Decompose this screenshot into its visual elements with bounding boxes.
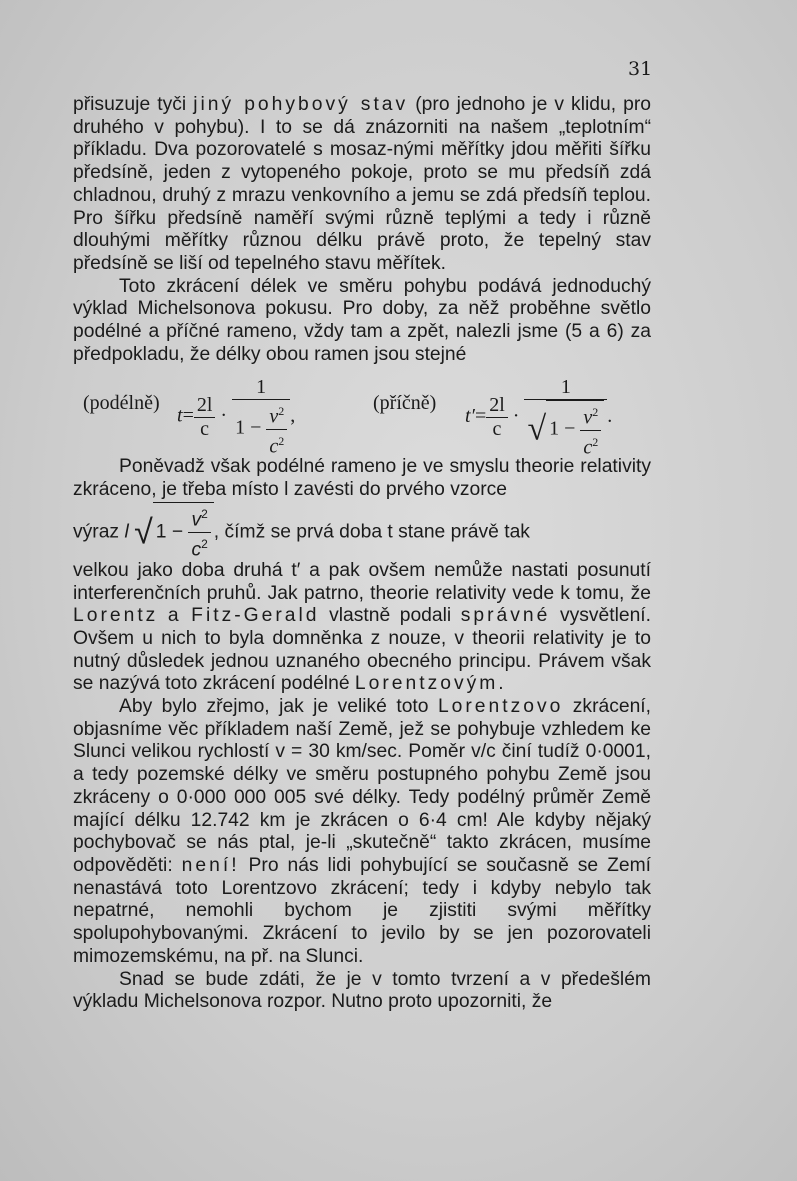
fraction-v2-c2: [188, 503, 210, 562]
equation-left: t= $\frac{2l}{c}$ · 1 1 − $\frac{v^2}{c^2}$ ,: [177, 376, 296, 458]
one-minus: 1 −: [235, 416, 262, 439]
denominator: c: [492, 418, 502, 441]
text-span: (pro jednoho je v klidu, pro druhého v pohybu). I to se dá znázorniti na našem „teplotním“ příkladu. Dva pozorovatelé s mosaz-nými měřítky jdou měřiti šířku předsíně, jeden z vytopeného pokoje, proto se mu předsíň zdá chladnou, druhý z mrazu venkovního a jemu se zdá předsíň teplou. Pro šířku předsíně naměří svými různě teplými a tedy i různě dlouhými měřítky různou délku právě proto, že tepelný stav předsíně se liší od tepelného stavu měřítek.: [73, 94, 651, 274]
fraction-gamma: [232, 376, 290, 457]
spaced-emphasis: není!: [181, 854, 240, 876]
body-text: [73, 94, 651, 1014]
exponent: 2: [201, 506, 208, 521]
text-span: zkrácení, objasníme věc příkladem naší Země, jež se pohybuje vzhledem ke Slunci velikou rychlostí v = 30 km/sec. Poměr v/c činí tudíž 0·0001, a tedy pozemské délky ve směru postupného pohybu Země jsou zkráceny o 0·000 000 005 své délky. Tedy podélný průměr Země mající délku 12.742 km je zkrácen o 6·4 cm! Ale kdyby nějaký pochybovač se nás ptal, je-li „skutečně“ takto zkrácen, musíme odpověděti:: [73, 696, 652, 876]
spaced-emphasis: a: [167, 605, 182, 627]
numerator: 1: [524, 376, 607, 400]
spaced-emphasis: Lorentzovo: [437, 696, 564, 718]
one-minus: 1 −: [155, 521, 184, 543]
text-span: velkou jako doba druhá t′ a pak ovšem nemůže nastati posunutí interferenčních pruhů. Jak patrno, theorie relativity vede k tomu, že: [73, 559, 651, 604]
var-v: v: [583, 406, 593, 429]
denominator: [232, 400, 290, 458]
denominator: [266, 430, 287, 458]
var-v: v: [191, 509, 202, 531]
denominator: c: [200, 417, 210, 440]
spaced-emphasis: jiný pohybový stav: [193, 94, 409, 115]
fraction-inverse-sqrt: [524, 376, 607, 458]
fraction-2l-c: [194, 394, 216, 440]
var-t-prime: t′: [465, 405, 475, 428]
numerator: 2l: [194, 394, 216, 418]
paragraph-2: Toto zkrácení délek ve směru pohybu podává jednoduchý výklad Michelsonova pokusu. Pro doby, za něž proběhne světlo podélné a příčné rameno, vždy tam a zpět, nalezli jsme (5 a 6) za předpokladu, že délky obou ramen jsou stejné: [73, 275, 651, 365]
numerator: [188, 503, 210, 533]
sqrt-sign: √: [134, 513, 153, 552]
equals: =: [182, 404, 194, 427]
exponent: 2: [592, 434, 599, 449]
text-span: přisuzuje tyči: [73, 94, 187, 115]
text-span: Pro nás lidi pohybující se současně se Zemí nenastává toto Lorentzovo zkrácení; tedy i kdyby nebylo tak nepatrné, nemohli bychom je zjistiti svými měřítky spolupohybovanými. Zkrácení to jevilo by se jen pozorovateli mimozemskému, na př. na Slunci.: [73, 854, 652, 967]
var-c: c: [583, 436, 593, 459]
equation-left-label: (podélně): [83, 392, 160, 415]
numerator: 2l: [486, 394, 508, 418]
equation-right-label: (příčně): [373, 392, 437, 415]
spaced-emphasis: Lorentzovým.: [354, 673, 507, 695]
word-vyraz: výraz: [73, 521, 120, 543]
paragraph-5: Snad se bude zdáti, že je v tomto tvrzení a v předešlém výkladu Michelsonova rozpor. Nutno proto upozorniti, že: [73, 968, 651, 1013]
text-span: vlastně podali: [329, 605, 452, 627]
fraction-v2-c2: [266, 400, 287, 458]
vyraz-line: [73, 502, 651, 560]
paragraph-1: [73, 94, 651, 276]
var-t: t: [177, 404, 183, 427]
text-span: , čímž se prvá doba t stane právě tak: [213, 521, 530, 543]
var-c: c: [269, 435, 279, 458]
text-span: Aby bylo zřejmo, jak je veliké toto: [119, 696, 429, 718]
paragraph-4: [73, 696, 651, 968]
exponent: 2: [592, 405, 599, 420]
equals: =: [474, 405, 487, 428]
denominator: [188, 533, 210, 562]
numerator: [580, 401, 601, 430]
exponent: 2: [278, 433, 285, 448]
numerator: [266, 400, 287, 429]
exponent: 2: [201, 536, 208, 551]
spaced-emphasis: správné: [460, 605, 551, 627]
fraction-2l-c: [486, 394, 508, 440]
exponent: 2: [278, 404, 285, 419]
one-minus: 1 −: [549, 417, 576, 440]
paragraph-3-cont: [73, 560, 651, 696]
fraction-v2-c2: [580, 401, 601, 459]
page-number: 31: [628, 58, 653, 80]
denominator: [580, 431, 601, 459]
text-span: vysvětlení. Ovšem u nich to byla domněnka z nouze, v theorii relativity je to nutný důsledek jednou uznaného obecného principu. Právem však se nazývá toto zkrácení podélné: [73, 605, 652, 695]
var-c: c: [191, 539, 202, 561]
equation-row: [73, 366, 651, 459]
var-l: l: [124, 521, 129, 543]
denominator: [524, 400, 607, 459]
var-v: v: [269, 405, 279, 428]
sqrt-sign: √: [527, 410, 547, 448]
radicand: [546, 400, 604, 459]
equation-right: t′= $\frac{2l}{c}$ · 1 √ 1 − $\frac{v^2}{c^2}$ .: [465, 376, 613, 459]
spaced-emphasis: Fitz-Gerald: [191, 605, 320, 627]
numerator: 1: [232, 376, 290, 400]
spaced-emphasis: Lorentz: [73, 605, 159, 627]
paragraph-3: Poněvadž však podélné rameno je ve smyslu theorie relativity zkráceno, je třeba místo l zavésti do prvého vzorce: [73, 456, 651, 501]
radicand: [153, 502, 214, 562]
